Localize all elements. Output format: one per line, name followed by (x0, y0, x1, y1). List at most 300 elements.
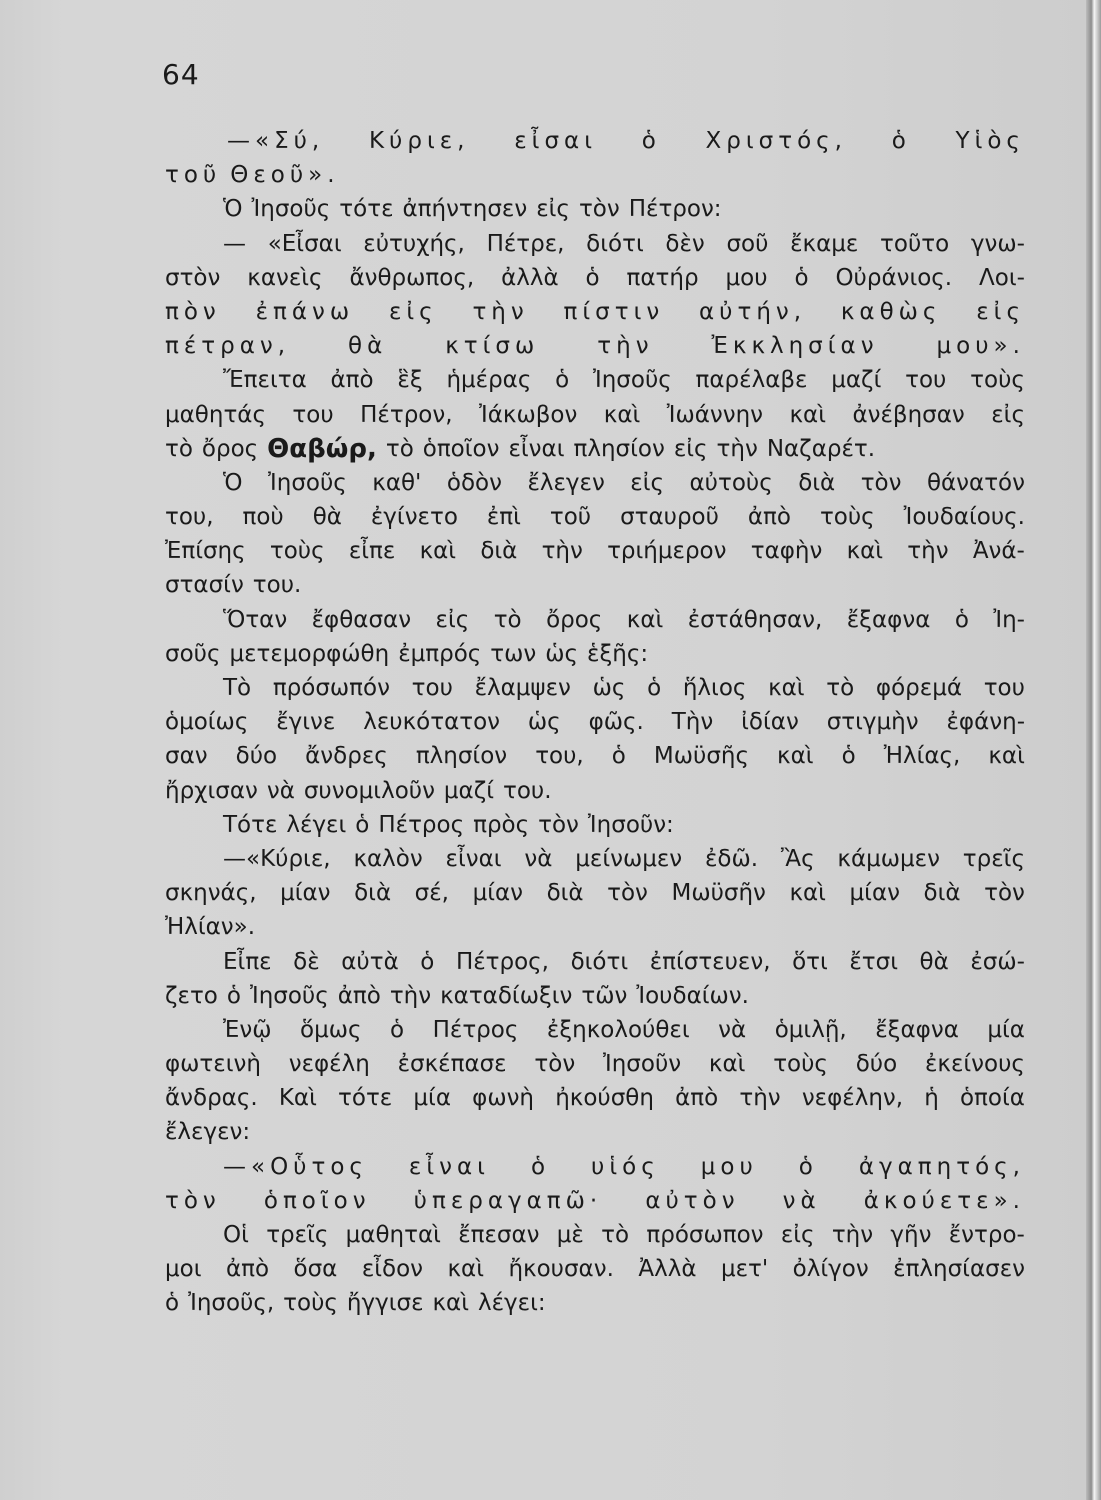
word: ὑπεραγαπῶ· (413, 1187, 603, 1214)
word: ἐπάνω (255, 298, 355, 325)
word: στὸν (165, 264, 221, 291)
word: καὶ (789, 880, 826, 907)
word: ὁ (420, 948, 435, 975)
word: ὁ (165, 1290, 180, 1317)
word: Ὁ (223, 469, 243, 496)
word: τρεῖς (266, 1222, 329, 1248)
word: ὅσα (293, 1256, 338, 1283)
word: ἀγαπητός, (858, 1153, 1025, 1180)
text-line (165, 500, 1025, 534)
word: του (292, 401, 334, 428)
word: μαζί (831, 367, 882, 394)
word: ἤγγισε (346, 1290, 424, 1317)
word: ἔφθασαν (311, 606, 412, 633)
word: ἥλιος (682, 675, 747, 701)
word: ὁ (585, 264, 600, 291)
word: τῶν (581, 982, 628, 1009)
word: ὁποία (959, 1085, 1025, 1112)
word: Θαβώρ, (267, 433, 377, 464)
word: στασίν (165, 572, 244, 599)
word: Ἐνῷ (223, 1016, 272, 1043)
word: σοῦς (165, 640, 221, 667)
word: τρεῖς (962, 845, 1025, 872)
word: — (223, 230, 246, 257)
word: ἀπὸ (747, 504, 791, 531)
text-line (165, 1252, 1025, 1286)
word: δύο (855, 1051, 898, 1078)
word: εἰς (536, 196, 570, 223)
word: καὶ (777, 743, 814, 770)
word: στιγμὴν (826, 709, 919, 736)
word: γῆν (890, 1222, 932, 1248)
text-line (165, 637, 1025, 671)
text-line (165, 432, 1025, 466)
word: Πέτρος (432, 1016, 519, 1043)
word: ὡς (527, 709, 561, 736)
word: καὶ (708, 1051, 746, 1078)
word: μετεμορφώθη (229, 640, 390, 667)
word: ὁ (555, 367, 570, 394)
word: πέτραν, (165, 333, 291, 360)
word: μίαν (280, 880, 331, 907)
word: θάνατόν (926, 469, 1025, 496)
word: Πέτρος, (455, 948, 549, 975)
word: ὡς (592, 675, 626, 701)
text-line (165, 979, 1025, 1013)
word: ἔτσι (849, 948, 898, 975)
word: ἤρχισαν (165, 777, 258, 804)
word: ζετο (165, 982, 218, 1009)
word: Πέτρον, (360, 401, 453, 428)
word: Καὶ (278, 1085, 317, 1112)
word: μία (987, 1016, 1025, 1043)
word: ὡς (545, 640, 579, 667)
word: τὸν (538, 811, 579, 838)
page-number: 64 (162, 58, 200, 91)
word: διὰ (354, 880, 392, 907)
word: εἰς (630, 469, 665, 496)
text-line (165, 774, 1025, 808)
word: καὶ (447, 1256, 484, 1283)
word: διότι (570, 948, 629, 975)
word: Μωϋσῆν (671, 880, 766, 907)
text-line (165, 1081, 1025, 1115)
word: τότε (339, 196, 394, 223)
word: ταφὴν (750, 538, 823, 565)
word: Θεοῦ». (230, 162, 340, 189)
body-text (165, 124, 1025, 1321)
word: καθ' (372, 469, 422, 496)
word: τὸ (601, 1222, 630, 1248)
word: αὐτὸν (645, 1187, 740, 1214)
text-line (165, 739, 1025, 773)
word: Ἰουδαίων. (636, 982, 749, 1009)
word: εἶναι (408, 1153, 490, 1180)
word: πὸν (165, 298, 221, 325)
word: Ὁ (223, 196, 243, 223)
text-line (165, 398, 1025, 432)
word: ὁ (226, 982, 241, 1009)
text-line (165, 261, 1025, 295)
word: ὁ (954, 606, 969, 633)
word: ὁποῖον (422, 435, 500, 462)
word: σκηνάς, (165, 880, 257, 907)
word: ὁ (798, 1153, 818, 1180)
word: ἔπεσαν (458, 1222, 540, 1248)
word: ἐξηκολούθει (546, 1016, 690, 1043)
word: θὰ (312, 504, 342, 531)
text-line (165, 1047, 1025, 1081)
word: πατήρ (626, 264, 699, 291)
word: Πέτρε, (486, 230, 565, 257)
text-line (165, 295, 1025, 329)
text-line (165, 227, 1025, 261)
word: ἓξ (397, 367, 423, 394)
word: Ἔπειτα (223, 367, 307, 394)
word: ἄνδρας. (165, 1085, 258, 1112)
word: συνομιλοῦν (303, 777, 435, 804)
word: ἔκαμε (790, 230, 859, 257)
word: ὄρος (546, 606, 603, 633)
word: νὰ (782, 1187, 821, 1214)
word: ἤκουσαν. (508, 1256, 614, 1283)
word: τὴν (472, 298, 529, 325)
word: παρέλαβε (695, 367, 808, 394)
word: τοὺς (773, 1051, 828, 1078)
word: ἠκούσθη (555, 1085, 654, 1112)
word: ἔξαφνα (846, 606, 931, 633)
word: ὁ (641, 128, 661, 154)
word: νεφέλην, (801, 1085, 904, 1112)
word: λευκότατον (363, 709, 501, 736)
word: των (490, 640, 537, 667)
word: Ναζαρέτ. (766, 435, 876, 462)
word: νὰ (266, 777, 295, 804)
text-line (165, 876, 1025, 910)
word: μὲ (556, 1222, 584, 1248)
word: ὁ (355, 811, 370, 838)
word: τὴν (739, 1085, 781, 1112)
word: τὴν (541, 538, 583, 565)
word: θὰ (919, 948, 949, 975)
text-line (165, 910, 1025, 944)
word: ἀπὸ (675, 1085, 719, 1112)
word: σέ, (414, 880, 449, 907)
word: Τὴν (671, 709, 714, 736)
word: κάμωμεν (837, 845, 940, 872)
word: Λοι- (979, 264, 1025, 291)
word: ἐφάνη- (946, 709, 1025, 736)
text-line (165, 1286, 1025, 1320)
word: ὁ (390, 1016, 405, 1043)
word: ἀπὸ (225, 1256, 270, 1283)
text-line (165, 945, 1025, 979)
word: ἐκείνους (924, 1051, 1025, 1078)
word: Ἰη- (993, 606, 1025, 633)
word: Ἀνά- (972, 538, 1025, 565)
word: Πέτρον: (628, 196, 722, 223)
word: μου (725, 264, 768, 291)
word: εἰς (673, 435, 708, 462)
word: εἶναι (508, 435, 565, 462)
word: Ἠλίαν». (165, 914, 256, 941)
word: πλησίον (573, 435, 665, 462)
word: ὁμοίως (165, 709, 249, 736)
word: ποὺ (242, 504, 284, 531)
word: ἐπλησίασεν (893, 1256, 1025, 1283)
word: τοὺς (819, 504, 875, 531)
word: ἄνδρες (305, 743, 388, 770)
word: εἶναι (445, 845, 502, 872)
word: ἔλαμψεν (474, 675, 571, 701)
word: πρόσωπόν (272, 675, 390, 701)
word: μοι (165, 1256, 202, 1283)
word: ἡμέρας (446, 367, 532, 394)
word: μείνωμεν (575, 845, 683, 872)
word: αὐτὰ (341, 948, 399, 975)
word: εἰς (435, 606, 470, 633)
text-line (165, 705, 1025, 739)
word: ὁ (891, 128, 911, 154)
word: ὄρος (201, 435, 259, 462)
word: λέγει (286, 811, 347, 838)
word: καὶ (988, 743, 1025, 770)
word: Οὐράνιος. (835, 264, 953, 291)
word: τὸν (984, 880, 1025, 907)
word: Ἰησοῦς (268, 469, 347, 496)
word: εἰς (976, 298, 1025, 325)
word: ἀπὸ (330, 367, 374, 394)
word: τοῦτο (880, 230, 950, 257)
word: ὁποῖον (263, 1187, 371, 1214)
word: τὸν (534, 1051, 576, 1078)
text-line (165, 1150, 1025, 1184)
word: μίαν (472, 880, 523, 907)
word: κτίσω (445, 333, 540, 360)
text-line (165, 1218, 1025, 1252)
word: τοῦ (549, 504, 592, 531)
word: σοῦ (726, 230, 769, 257)
word: εὐτυχής, (363, 230, 465, 257)
word: εἶπε (348, 538, 396, 565)
word: Πέτρος (378, 811, 465, 838)
word: ἀνέβησαν (852, 401, 965, 428)
text-line (165, 568, 1025, 602)
word: τότε (338, 1085, 393, 1112)
word: Ὅταν (223, 606, 288, 633)
word: ἐπὶ (486, 504, 521, 531)
word: ἀπὸ (337, 982, 381, 1009)
word: ὀλίγον (792, 1256, 869, 1283)
word: ἔγινε (276, 709, 336, 736)
word: μου». (936, 333, 1025, 360)
word: ἔλεγεν: (165, 1119, 251, 1146)
word: ὁ (530, 1153, 551, 1180)
word: του (983, 675, 1025, 701)
word: ἐδῶ. (704, 845, 759, 872)
word: καὶ (626, 606, 664, 633)
word: του, (535, 743, 584, 770)
word: τὴν (831, 1222, 874, 1248)
word: τὴν (597, 333, 654, 360)
word: εἶσαι (514, 128, 597, 154)
word: μαζί (443, 777, 495, 804)
word: μαθηταὶ (345, 1222, 441, 1248)
word: καὶ (846, 538, 884, 565)
word: πρὸς (473, 811, 530, 838)
word: —«Σύ, (227, 128, 325, 154)
word: Εἶπε (223, 948, 272, 975)
word: γνω- (970, 230, 1025, 257)
text-line (165, 158, 1025, 192)
word: διὰ (923, 880, 961, 907)
word: μία (413, 1085, 451, 1112)
word: ἰδίαν (741, 709, 799, 736)
word: ὁμιλῇ, (774, 1016, 847, 1043)
word: φῶς. (588, 709, 644, 736)
word: ἐσώ- (970, 948, 1025, 975)
word: κανεὶς (247, 264, 323, 291)
word: Χριστός, (705, 128, 847, 154)
word: Ἰησοῦς, (188, 1290, 275, 1317)
word: καθὼς (840, 298, 942, 325)
word: Ἰουδαίους. (903, 504, 1025, 531)
word: Ἀλλὰ (638, 1256, 697, 1283)
word: Ἂς (780, 845, 815, 872)
word: Τὸ (223, 675, 252, 701)
word: εἰς (388, 298, 438, 325)
word: υἱός (591, 1153, 660, 1180)
word: μου (700, 1153, 758, 1180)
text-line (165, 1115, 1025, 1149)
word: πίστιν (563, 298, 665, 325)
word: Μωϋσῆς (653, 743, 749, 770)
word: Ἐκκλησίαν (711, 333, 879, 360)
word: ὁδὸν (446, 469, 502, 496)
word: καὶ (419, 538, 457, 565)
word: ἐγίνετο (370, 504, 458, 531)
word: τοῦ (165, 162, 222, 189)
text-line (165, 808, 1025, 842)
word: Ἐπίσης (165, 538, 246, 565)
text-line (165, 192, 1025, 226)
word: «Εἶσαι (267, 230, 342, 257)
word: ὁ (647, 675, 662, 701)
word: νὰ (524, 845, 553, 872)
word: ὅμως (300, 1016, 362, 1043)
word: τριήμερον (607, 538, 727, 565)
word: ὁ (611, 743, 626, 770)
text-line (165, 363, 1025, 397)
word: Ἠλίας, (883, 743, 961, 770)
text-line (165, 466, 1025, 500)
word: του. (503, 777, 552, 804)
word: ἐπίστευεν, (649, 948, 771, 975)
word: ὅτι (792, 948, 828, 975)
word: ἑξῆς: (587, 640, 649, 667)
word: δὲν (665, 230, 705, 257)
word: τὸ (826, 675, 855, 701)
word: ἡ (924, 1085, 939, 1112)
word: ἔξαφνα (875, 1016, 959, 1043)
word: τὸν (578, 196, 620, 223)
word: τὸ (165, 435, 193, 462)
word: τὸν (860, 469, 902, 496)
word: δὲ (293, 948, 320, 975)
word: ὁ (841, 743, 856, 770)
word: τὸν (607, 880, 648, 907)
text-line (165, 603, 1025, 637)
word: τὸ (493, 606, 522, 633)
word: ἀκούετε». (863, 1187, 1025, 1214)
word: Ἰησοῦν: (587, 811, 674, 838)
word: μαθητάς (165, 401, 266, 428)
word: Ἰάκωβον (479, 401, 578, 428)
word: πλησίον (415, 743, 508, 770)
word: —«Οὗτος (223, 1153, 368, 1180)
word: τοὺς (970, 367, 1025, 394)
word: φωνὴ (472, 1085, 535, 1112)
word: ἔλεγεν (527, 469, 605, 496)
word: θὰ (348, 333, 388, 360)
word: τὴν (389, 982, 432, 1009)
word: διὰ (546, 880, 584, 907)
word: ἔντρο- (948, 1222, 1025, 1248)
word: Κύριε, (368, 128, 470, 154)
word: καὶ (432, 1290, 469, 1317)
word: σαν (165, 743, 208, 770)
word: λέγει: (478, 1290, 546, 1317)
word: Τότε (223, 811, 278, 838)
word: καταδίωξιν (440, 982, 573, 1009)
word: μετ' (720, 1256, 769, 1283)
word: σταυροῦ (620, 504, 719, 531)
word: μίαν (849, 880, 900, 907)
word: του (905, 367, 947, 394)
word: του, (165, 504, 214, 531)
word: αὐτήν, (699, 298, 807, 325)
word: νεφέλη (288, 1051, 370, 1078)
word: τὴν (716, 435, 758, 462)
word: Ἰησοῦς (249, 982, 329, 1009)
text-line (165, 124, 1025, 158)
word: εἰς (991, 401, 1025, 428)
text-line (165, 1013, 1025, 1047)
word: νὰ (718, 1016, 747, 1043)
word: Ἰησοῦν (602, 1051, 682, 1078)
word: Ἰωάννην (666, 401, 764, 428)
word: Ἰησοῦς (592, 367, 672, 394)
word: τὸν (165, 1187, 221, 1214)
word: καὶ (768, 675, 805, 701)
word: καὶ (789, 401, 826, 428)
word: φωτεινὴ (165, 1051, 261, 1078)
word: του. (252, 572, 302, 599)
word: τὸ (385, 435, 414, 462)
word: ἀπήντησεν (402, 196, 528, 223)
word: του (411, 675, 453, 701)
word: εἶδον (361, 1256, 424, 1283)
word: Οἱ (223, 1222, 249, 1248)
word: ἐστάθησαν, (687, 606, 823, 633)
text-line (165, 842, 1025, 876)
text-line (165, 534, 1025, 568)
word: φόρεμά (875, 675, 962, 701)
word: διότι (586, 230, 644, 257)
word: Ἰησοῦς (251, 196, 331, 223)
word: Υἱὸς (955, 128, 1025, 154)
text-line (165, 329, 1025, 363)
